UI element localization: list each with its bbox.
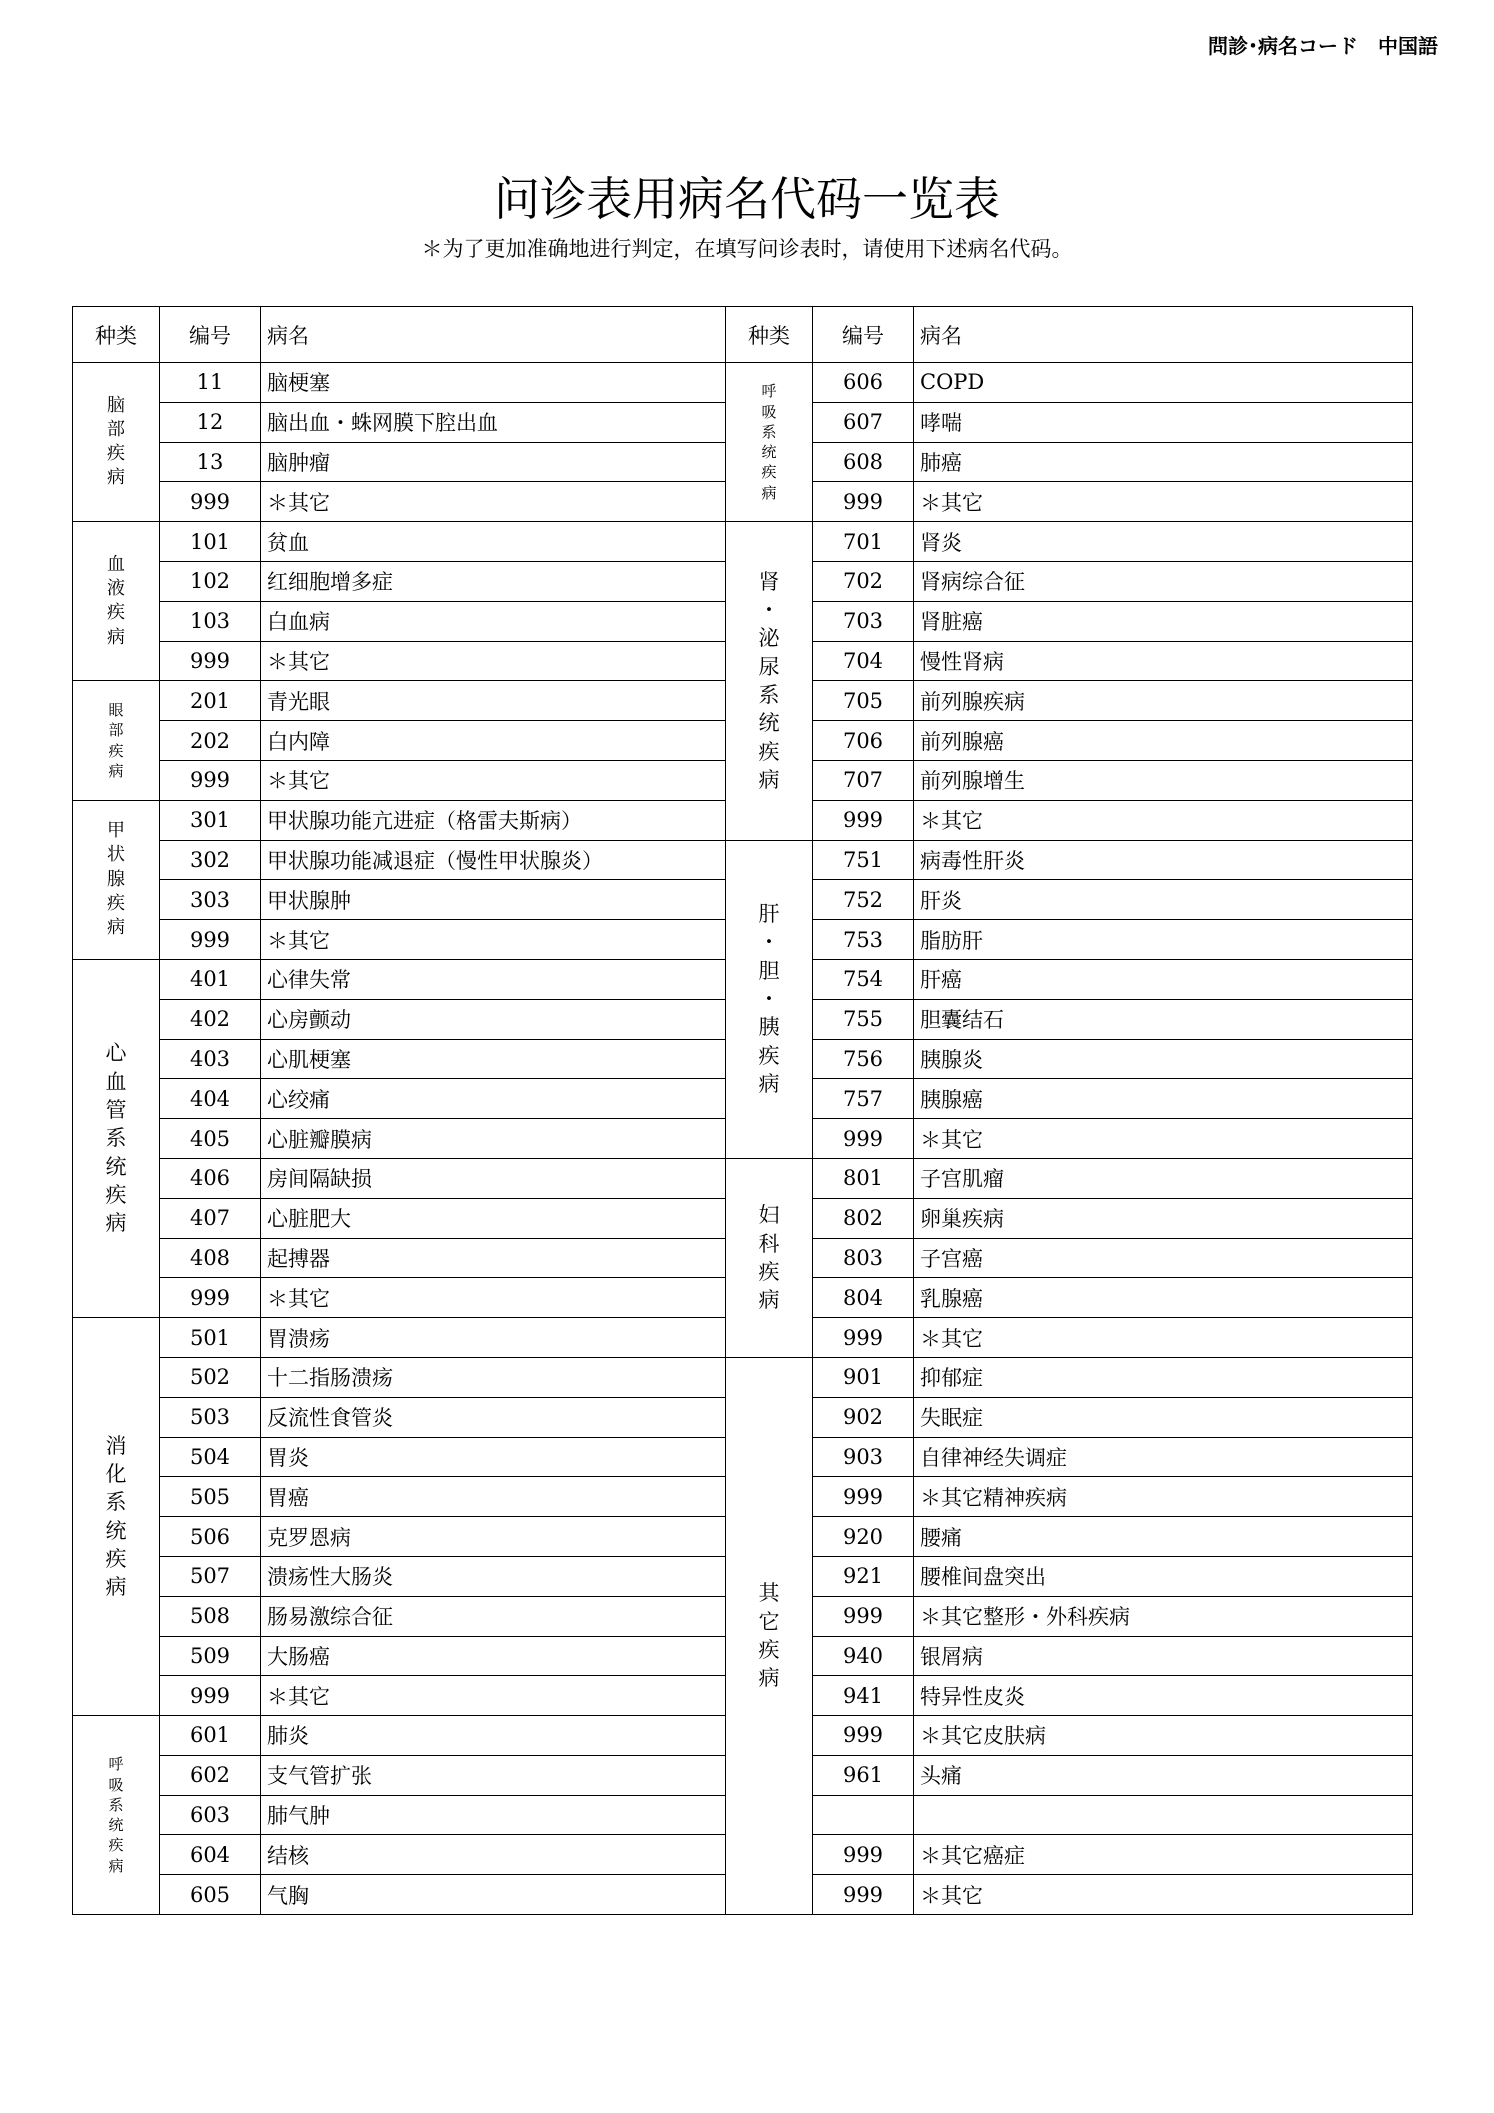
disease-name [914, 1795, 1413, 1835]
disease-code: 12 [160, 402, 261, 442]
disease-code: 507 [160, 1556, 261, 1596]
disease-name: ＊其它 [914, 800, 1413, 840]
disease-name: 心肌梗塞 [261, 1039, 726, 1079]
disease-code: 999 [813, 1835, 914, 1875]
disease-code: 999 [813, 1596, 914, 1636]
page-title: 问诊表用病名代码一览表 [494, 172, 1000, 226]
disease-code: 408 [160, 1238, 261, 1278]
category-cell: 血 液 疾 病 [73, 522, 160, 681]
disease-code: 603 [160, 1795, 261, 1835]
disease-name: 肺气肿 [261, 1795, 726, 1835]
disease-name: 胆囊结石 [914, 999, 1413, 1039]
disease-code: 999 [160, 1676, 261, 1716]
category-cell: 呼 吸 系 统 疾 病 [73, 1716, 160, 1915]
disease-name: ＊其它癌症 [914, 1835, 1413, 1875]
disease-code: 757 [813, 1079, 914, 1119]
disease-code: 999 [813, 482, 914, 522]
disease-code: 402 [160, 999, 261, 1039]
disease-code [813, 1795, 914, 1835]
name-header: 病名 [261, 307, 726, 363]
table-row [73, 522, 1413, 562]
disease-name: 心脏肥大 [261, 1198, 726, 1238]
disease-code: 999 [160, 482, 261, 522]
disease-code: 802 [813, 1198, 914, 1238]
disease-name: 房间隔缺损 [261, 1158, 726, 1198]
disease-name: 前列腺疾病 [914, 681, 1413, 721]
disease-code: 405 [160, 1119, 261, 1159]
disease-name: 腰痛 [914, 1517, 1413, 1557]
disease-name: ＊其它整形・外科疾病 [914, 1596, 1413, 1636]
disease-name: 心绞痛 [261, 1079, 726, 1119]
disease-name: 气胸 [261, 1875, 726, 1915]
disease-name: 乳腺癌 [914, 1278, 1413, 1318]
disease-name: 甲状腺功能减退症（慢性甲状腺炎） [261, 840, 726, 880]
disease-code: 707 [813, 760, 914, 800]
disease-name: ＊其它 [261, 1676, 726, 1716]
disease-name: ＊其它皮肤病 [914, 1716, 1413, 1756]
disease-name: 肝炎 [914, 880, 1413, 920]
disease-code: 606 [813, 363, 914, 403]
disease-code: 604 [160, 1835, 261, 1875]
disease-name: 起搏器 [261, 1238, 726, 1278]
disease-name: 胃癌 [261, 1477, 726, 1517]
disease-name: 肺癌 [914, 442, 1413, 482]
disease-code: 999 [813, 1716, 914, 1756]
disease-name: ＊其它 [914, 1875, 1413, 1915]
disease-name: 脑肿瘤 [261, 442, 726, 482]
disease-name: 肠易激综合征 [261, 1596, 726, 1636]
category-header: 种类 [73, 307, 160, 363]
disease-code: 607 [813, 402, 914, 442]
disease-name: ＊其它 [261, 920, 726, 960]
disease-code: 999 [813, 1477, 914, 1517]
disease-name: ＊其它 [261, 482, 726, 522]
disease-code: 753 [813, 920, 914, 960]
disease-code: 102 [160, 561, 261, 601]
category-cell: 消 化 系 统 疾 病 [73, 1318, 160, 1716]
disease-code: 921 [813, 1556, 914, 1596]
disease-code: 756 [813, 1039, 914, 1079]
disease-code: 403 [160, 1039, 261, 1079]
disease-name: 贫血 [261, 522, 726, 562]
code-header: 编号 [813, 307, 914, 363]
category-cell: 肝 ・ 胆 ・ 胰 疾 病 [726, 840, 813, 1158]
disease-code: 601 [160, 1716, 261, 1756]
disease-code: 705 [813, 681, 914, 721]
name-header: 病名 [914, 307, 1413, 363]
disease-code: 11 [160, 363, 261, 403]
disease-code: 941 [813, 1676, 914, 1716]
disease-name: 肾病综合征 [914, 561, 1413, 601]
disease-code: 901 [813, 1357, 914, 1397]
disease-name: 子宫癌 [914, 1238, 1413, 1278]
disease-name: 大肠癌 [261, 1636, 726, 1676]
disease-name: 子宫肌瘤 [914, 1158, 1413, 1198]
disease-code: 999 [813, 1875, 914, 1915]
disease-name: 哮喘 [914, 402, 1413, 442]
disease-name: 心房颤动 [261, 999, 726, 1039]
disease-name: COPD [914, 363, 1413, 403]
disease-name: 卵巢疾病 [914, 1198, 1413, 1238]
disease-code: 101 [160, 522, 261, 562]
disease-code: 702 [813, 561, 914, 601]
disease-code: 999 [813, 1318, 914, 1358]
disease-code: 103 [160, 601, 261, 641]
disease-code: 920 [813, 1517, 914, 1557]
disease-name: 抑郁症 [914, 1357, 1413, 1397]
disease-code: 999 [813, 1119, 914, 1159]
disease-code: 404 [160, 1079, 261, 1119]
disease-code: 505 [160, 1477, 261, 1517]
disease-name: 心律失常 [261, 959, 726, 999]
disease-name: 反流性食管炎 [261, 1397, 726, 1437]
disease-code: 506 [160, 1517, 261, 1557]
disease-code: 401 [160, 959, 261, 999]
disease-code: 501 [160, 1318, 261, 1358]
disease-name: 红细胞增多症 [261, 561, 726, 601]
disease-code: 754 [813, 959, 914, 999]
table-row [73, 1158, 1413, 1198]
disease-name: 肝癌 [914, 959, 1413, 999]
disease-name: 白内障 [261, 721, 726, 761]
disease-code: 704 [813, 641, 914, 681]
table-row [73, 1357, 1413, 1397]
disease-name: ＊其它 [261, 641, 726, 681]
disease-code: 999 [160, 1278, 261, 1318]
disease-name: 克罗恩病 [261, 1517, 726, 1557]
category-cell: 妇 科 疾 病 [726, 1158, 813, 1357]
disease-name: 甲状腺功能亢进症（格雷夫斯病） [261, 800, 726, 840]
disease-code: 999 [813, 800, 914, 840]
disease-name: 白血病 [261, 601, 726, 641]
disease-name: 失眠症 [914, 1397, 1413, 1437]
header-label: 問診･病名コード 中国語 [1208, 34, 1438, 58]
disease-code: 902 [813, 1397, 914, 1437]
category-cell: 心 血 管 系 统 疾 病 [73, 959, 160, 1317]
disease-name: 自律神经失调症 [914, 1437, 1413, 1477]
disease-code: 752 [813, 880, 914, 920]
disease-code: 302 [160, 840, 261, 880]
disease-name: 前列腺增生 [914, 760, 1413, 800]
page-subtitle: ＊为了更加准确地进行判定，在填写问诊表时，请使用下述病名代码。 [421, 237, 1073, 261]
disease-code: 703 [813, 601, 914, 641]
disease-name: 结核 [261, 1835, 726, 1875]
code-header: 编号 [160, 307, 261, 363]
disease-name: ＊其它 [914, 482, 1413, 522]
disease-code: 605 [160, 1875, 261, 1915]
category-header: 种类 [726, 307, 813, 363]
disease-code: 503 [160, 1397, 261, 1437]
disease-code: 504 [160, 1437, 261, 1477]
disease-code: 301 [160, 800, 261, 840]
category-cell: 脑 部 疾 病 [73, 363, 160, 522]
disease-code: 706 [813, 721, 914, 761]
disease-name: 胃溃疡 [261, 1318, 726, 1358]
disease-name: ＊其它 [261, 1278, 726, 1318]
disease-code: 202 [160, 721, 261, 761]
disease-code: 407 [160, 1198, 261, 1238]
disease-name: ＊其它精神疾病 [914, 1477, 1413, 1517]
disease-code: 608 [813, 442, 914, 482]
disease-code: 940 [813, 1636, 914, 1676]
table-row [73, 840, 1413, 880]
disease-code: 751 [813, 840, 914, 880]
disease-name: 胰腺炎 [914, 1039, 1413, 1079]
disease-name: 特异性皮炎 [914, 1676, 1413, 1716]
disease-name: 青光眼 [261, 681, 726, 721]
table-header-row [73, 307, 1413, 363]
disease-code-table [72, 306, 1413, 1915]
disease-code: 502 [160, 1357, 261, 1397]
disease-name: 溃疡性大肠炎 [261, 1556, 726, 1596]
disease-name: 银屑病 [914, 1636, 1413, 1676]
disease-name: 肾炎 [914, 522, 1413, 562]
disease-name: 脑出血・蛛网膜下腔出血 [261, 402, 726, 442]
disease-name: 支气管扩张 [261, 1755, 726, 1795]
disease-name: 肾脏癌 [914, 601, 1413, 641]
disease-name: 胰腺癌 [914, 1079, 1413, 1119]
disease-name: 脂肪肝 [914, 920, 1413, 960]
category-cell: 甲 状 腺 疾 病 [73, 800, 160, 959]
disease-name: 十二指肠溃疡 [261, 1357, 726, 1397]
category-cell: 眼 部 疾 病 [73, 681, 160, 800]
disease-code: 13 [160, 442, 261, 482]
category-cell: 呼 吸 系 统 疾 病 [726, 363, 813, 522]
category-cell: 其 它 疾 病 [726, 1357, 813, 1914]
disease-code: 508 [160, 1596, 261, 1636]
disease-name: 病毒性肝炎 [914, 840, 1413, 880]
disease-code: 999 [160, 920, 261, 960]
disease-code: 999 [160, 641, 261, 681]
disease-name: 脑梗塞 [261, 363, 726, 403]
disease-code: 999 [160, 760, 261, 800]
category-cell: 肾 ・ 泌 尿 系 统 疾 病 [726, 522, 813, 840]
disease-name: ＊其它 [261, 760, 726, 800]
disease-code: 961 [813, 1755, 914, 1795]
disease-name: 慢性肾病 [914, 641, 1413, 681]
disease-code: 903 [813, 1437, 914, 1477]
disease-name: ＊其它 [914, 1119, 1413, 1159]
disease-name: 腰椎间盘突出 [914, 1556, 1413, 1596]
disease-code: 406 [160, 1158, 261, 1198]
disease-code: 701 [813, 522, 914, 562]
disease-name: 心脏瓣膜病 [261, 1119, 726, 1159]
disease-code: 804 [813, 1278, 914, 1318]
disease-name: 肺炎 [261, 1716, 726, 1756]
disease-code: 602 [160, 1755, 261, 1795]
disease-code: 303 [160, 880, 261, 920]
disease-code: 509 [160, 1636, 261, 1676]
disease-name: ＊其它 [914, 1318, 1413, 1358]
disease-name: 胃炎 [261, 1437, 726, 1477]
disease-code: 801 [813, 1158, 914, 1198]
disease-code: 803 [813, 1238, 914, 1278]
disease-name: 头痛 [914, 1755, 1413, 1795]
disease-code: 201 [160, 681, 261, 721]
table-row [73, 363, 1413, 403]
disease-code: 755 [813, 999, 914, 1039]
disease-name: 甲状腺肿 [261, 880, 726, 920]
disease-name: 前列腺癌 [914, 721, 1413, 761]
